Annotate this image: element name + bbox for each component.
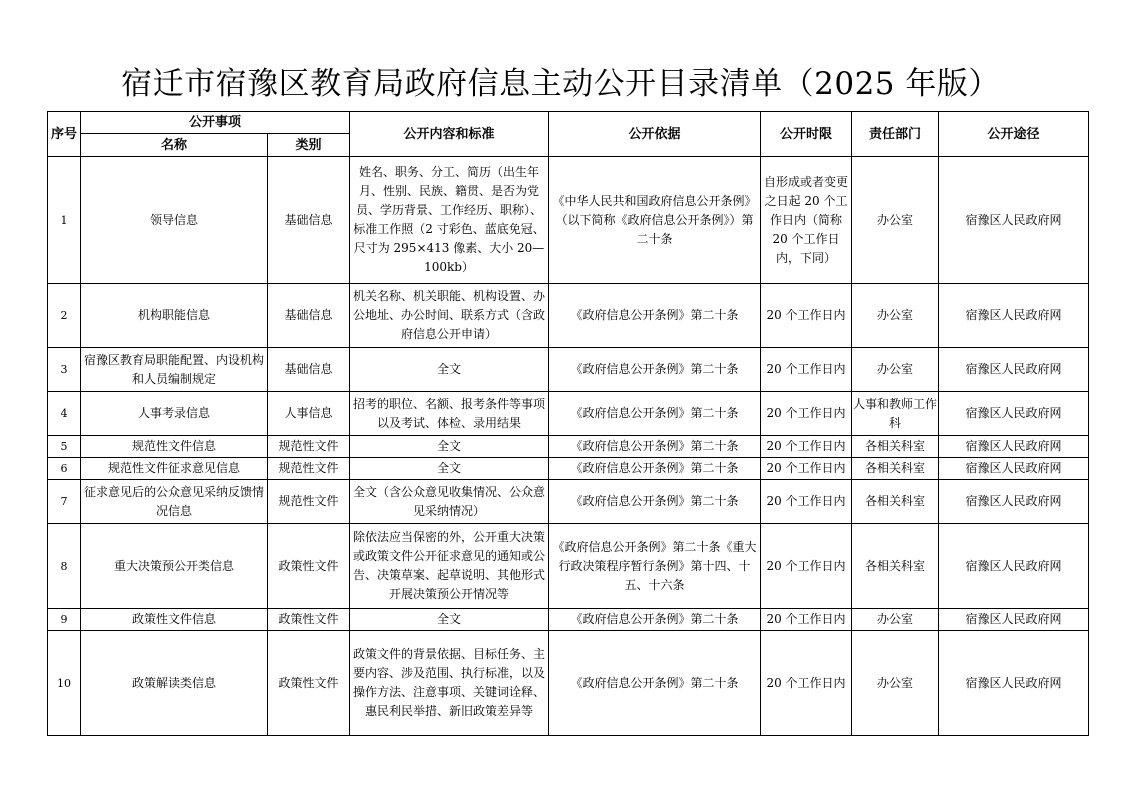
row-channel: 宿豫区人民政府网 bbox=[939, 436, 1089, 458]
table-row bbox=[48, 348, 1089, 392]
row-basis: 《政府信息公开条例》第二十条 bbox=[549, 480, 761, 524]
row-department: 办公室 bbox=[852, 348, 939, 392]
row-name: 政策性文件信息 bbox=[81, 609, 268, 631]
row-basis: 《政府信息公开条例》第二十条 bbox=[549, 458, 761, 480]
row-department: 各相关科室 bbox=[852, 458, 939, 480]
row-category: 政策性文件 bbox=[268, 631, 350, 736]
row-category: 规范性文件 bbox=[268, 458, 350, 480]
disclosure-catalog-table bbox=[47, 111, 1089, 736]
table-row bbox=[48, 480, 1089, 524]
table-row bbox=[48, 458, 1089, 480]
row-time: 20 个工作日内 bbox=[761, 392, 852, 436]
row-basis: 《政府信息公开条例》第二十条 bbox=[549, 631, 761, 736]
row-basis: 《政府信息公开条例》第二十条 bbox=[549, 436, 761, 458]
row-department: 各相关科室 bbox=[852, 524, 939, 609]
row-index: 10 bbox=[48, 631, 81, 736]
header-index: 序号 bbox=[48, 112, 81, 157]
row-department: 办公室 bbox=[852, 609, 939, 631]
row-content: 全文 bbox=[350, 609, 549, 631]
row-time: 20 个工作日内 bbox=[761, 524, 852, 609]
table-row bbox=[48, 284, 1089, 348]
row-index: 4 bbox=[48, 392, 81, 436]
row-category: 政策性文件 bbox=[268, 524, 350, 609]
row-content: 招考的职位、名额、报考条件等事项以及考试、体检、录用结果 bbox=[350, 392, 549, 436]
row-department: 办公室 bbox=[852, 157, 939, 284]
header-basis: 公开依据 bbox=[549, 112, 761, 157]
row-index: 3 bbox=[48, 348, 81, 392]
row-index: 2 bbox=[48, 284, 81, 348]
header-department: 责任部门 bbox=[852, 112, 939, 157]
row-category: 基础信息 bbox=[268, 157, 350, 284]
row-index: 1 bbox=[48, 157, 81, 284]
header-time: 公开时限 bbox=[761, 112, 852, 157]
row-index: 8 bbox=[48, 524, 81, 609]
page-title: 宿迁市宿豫区教育局政府信息主动公开目录清单（2025 年版） bbox=[121, 66, 1000, 102]
row-channel: 宿豫区人民政府网 bbox=[939, 480, 1089, 524]
row-time: 20 个工作日内 bbox=[761, 436, 852, 458]
row-basis: 《政府信息公开条例》第二十条 bbox=[549, 284, 761, 348]
row-basis: 《政府信息公开条例》第二十条 bbox=[549, 609, 761, 631]
row-index: 7 bbox=[48, 480, 81, 524]
row-time: 20 个工作日内 bbox=[761, 458, 852, 480]
header-content: 公开内容和标准 bbox=[350, 112, 549, 157]
table-row bbox=[48, 631, 1089, 736]
row-name: 机构职能信息 bbox=[81, 284, 268, 348]
row-time: 20 个工作日内 bbox=[761, 348, 852, 392]
row-content: 除依法应当保密的外，公开重大决策或政策文件公开征求意见的通知或公告、决策草案、起草说明、其他形式开展决策预公开情况等 bbox=[350, 524, 549, 609]
header-category: 类别 bbox=[268, 134, 350, 157]
row-channel: 宿豫区人民政府网 bbox=[939, 284, 1089, 348]
row-department: 办公室 bbox=[852, 284, 939, 348]
row-index: 6 bbox=[48, 458, 81, 480]
row-content: 机关名称、机关职能、机构设置、办公地址、办公时间、联系方式（含政府信息公开申请） bbox=[350, 284, 549, 348]
row-category: 基础信息 bbox=[268, 348, 350, 392]
header-row bbox=[48, 112, 1089, 134]
header-channel: 公开途径 bbox=[939, 112, 1089, 157]
row-channel: 宿豫区人民政府网 bbox=[939, 631, 1089, 736]
row-channel: 宿豫区人民政府网 bbox=[939, 524, 1089, 609]
row-content: 全文 bbox=[350, 348, 549, 392]
row-channel: 宿豫区人民政府网 bbox=[939, 609, 1089, 631]
row-index: 5 bbox=[48, 436, 81, 458]
row-name: 人事考录信息 bbox=[81, 392, 268, 436]
row-name: 规范性文件征求意见信息 bbox=[81, 458, 268, 480]
row-time: 20 个工作日内 bbox=[761, 284, 852, 348]
row-name: 重大决策预公开类信息 bbox=[81, 524, 268, 609]
row-time: 20 个工作日内 bbox=[761, 631, 852, 736]
header-item-group: 公开事项 bbox=[81, 112, 350, 134]
table-row bbox=[48, 392, 1089, 436]
row-channel: 宿豫区人民政府网 bbox=[939, 458, 1089, 480]
row-basis: 《政府信息公开条例》第二十条《重大行政决策程序暂行条例》第十四、十五、十六条 bbox=[549, 524, 761, 609]
row-channel: 宿豫区人民政府网 bbox=[939, 157, 1089, 284]
row-department: 各相关科室 bbox=[852, 480, 939, 524]
row-category: 规范性文件 bbox=[268, 436, 350, 458]
row-name: 宿豫区教育局职能配置、内设机构和人员编制规定 bbox=[81, 348, 268, 392]
header-name: 名称 bbox=[81, 134, 268, 157]
row-name: 征求意见后的公众意见采纳反馈情况信息 bbox=[81, 480, 268, 524]
row-name: 规范性文件信息 bbox=[81, 436, 268, 458]
table-row bbox=[48, 157, 1089, 284]
row-content: 全文（含公众意见收集情况、公众意见采纳情况） bbox=[350, 480, 549, 524]
row-index: 9 bbox=[48, 609, 81, 631]
row-name: 领导信息 bbox=[81, 157, 268, 284]
row-content: 全文 bbox=[350, 436, 549, 458]
row-content: 政策文件的背景依据、目标任务、主要内容、涉及范围、执行标准，以及操作方法、注意事项、关键词诠释、惠民利民举措、新旧政策差异等 bbox=[350, 631, 549, 736]
row-time: 20 个工作日内 bbox=[761, 609, 852, 631]
row-content: 全文 bbox=[350, 458, 549, 480]
row-category: 人事信息 bbox=[268, 392, 350, 436]
row-time: 20 个工作日内 bbox=[761, 480, 852, 524]
table-row bbox=[48, 524, 1089, 609]
table-row bbox=[48, 436, 1089, 458]
row-time: 自形成或者变更之日起 20 个工作日内（简称 20 个工作日内，下同） bbox=[761, 157, 852, 284]
row-name: 政策解读类信息 bbox=[81, 631, 268, 736]
row-department: 办公室 bbox=[852, 631, 939, 736]
row-channel: 宿豫区人民政府网 bbox=[939, 392, 1089, 436]
row-basis: 《政府信息公开条例》第二十条 bbox=[549, 348, 761, 392]
row-category: 基础信息 bbox=[268, 284, 350, 348]
row-category: 政策性文件 bbox=[268, 609, 350, 631]
table-row bbox=[48, 609, 1089, 631]
row-department: 各相关科室 bbox=[852, 436, 939, 458]
row-content: 姓名、职务、分工、简历（出生年月、性别、民族、籍贯、是否为党员、学历背景、工作经历、职称）、标准工作照（2 寸彩色、蓝底免冠、尺寸为 295×413 像素、大小 20—100kb） bbox=[350, 157, 549, 284]
row-basis: 《中华人民共和国政府信息公开条例》（以下简称《政府信息公开条例》）第二十条 bbox=[549, 157, 761, 284]
row-channel: 宿豫区人民政府网 bbox=[939, 348, 1089, 392]
row-department: 人事和教师工作科 bbox=[852, 392, 939, 436]
row-category: 规范性文件 bbox=[268, 480, 350, 524]
row-basis: 《政府信息公开条例》第二十条 bbox=[549, 392, 761, 436]
